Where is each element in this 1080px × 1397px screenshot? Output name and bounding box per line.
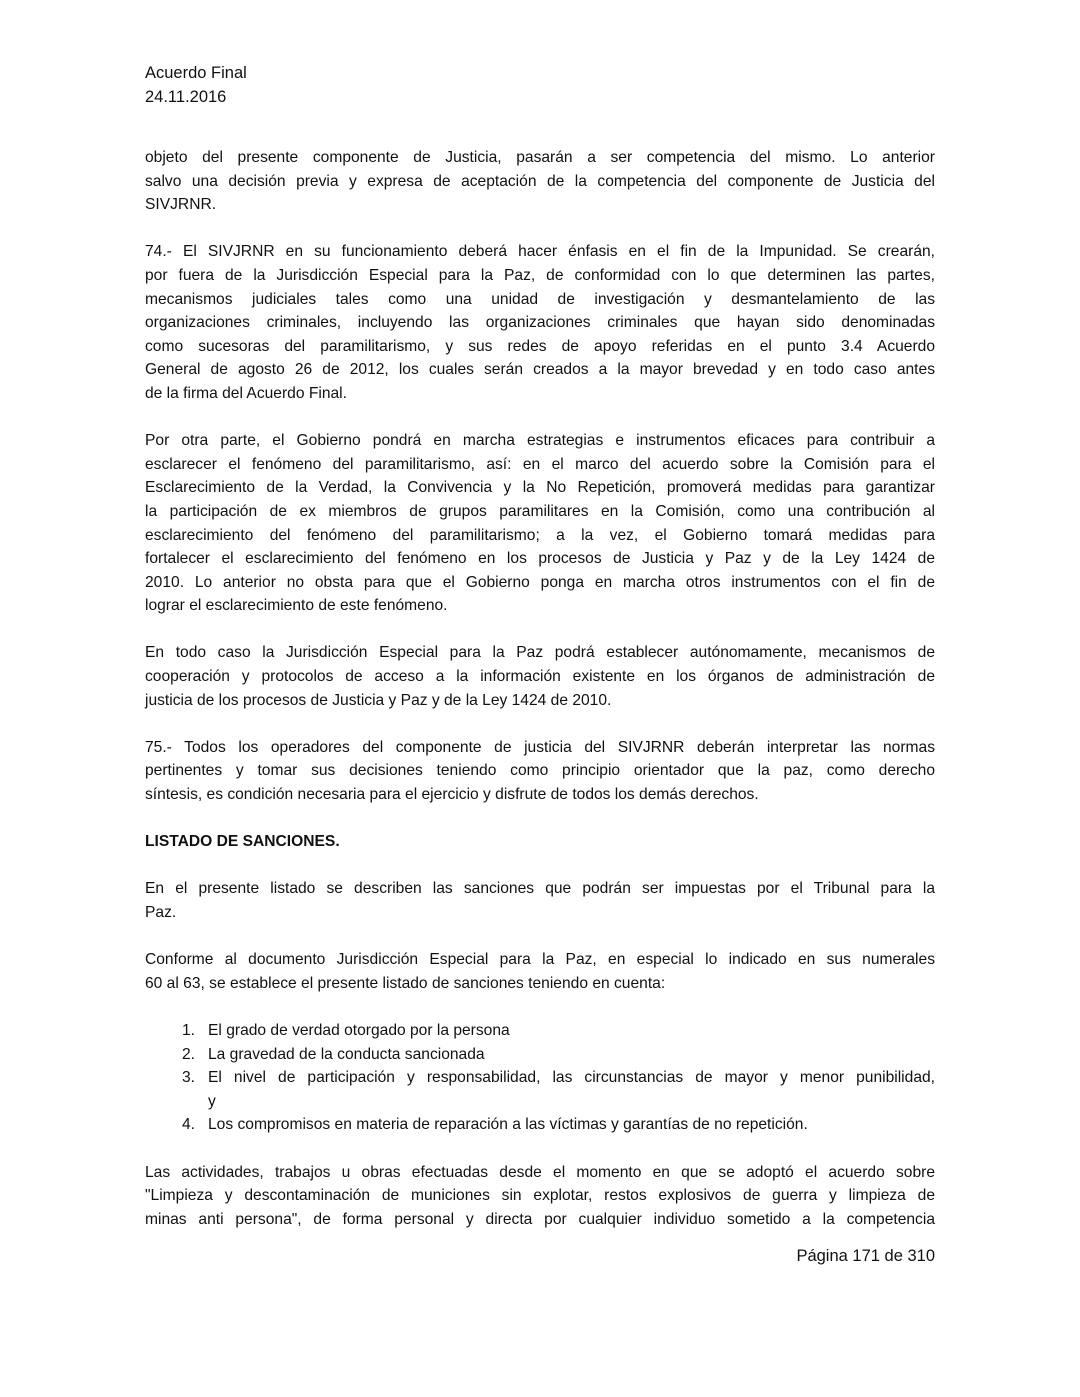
text-line: lograr el esclarecimiento de este fenómeno.	[145, 597, 448, 615]
text-line: de la firma del Acuerdo Final.	[145, 384, 347, 402]
document-title: Acuerdo Final	[145, 64, 247, 82]
text-line: En el presente listado se describen las sanciones que podrán ser impuestas por el Tribunal para la	[145, 880, 935, 898]
text-line: General de agosto 26 de 2012, los cuales serán creados a la mayor brevedad y en todo caso antes	[145, 361, 935, 379]
paragraph	[145, 877, 935, 924]
text-line: En todo caso la Jurisdicción Especial para la Paz podrá establecer autónomamente, mecanismos de	[145, 644, 935, 662]
text-line: Esclarecimiento de la Verdad, la Convivencia y la No Repetición, promoverá medidas para garantizar	[145, 479, 935, 497]
list-number: 4.	[182, 1116, 196, 1134]
text-line: esclarecimiento del fenómeno del paramilitarismo; a la vez, el Gobierno tomará medidas para	[145, 526, 935, 544]
text-line: "Limpieza y descontaminación de municiones sin explotar, restos explosivos de guerra y limpieza de	[145, 1187, 935, 1205]
list-item	[145, 1113, 935, 1137]
text-line: la participación de ex miembros de grupos paramilitares en la Comisión, como una contribución al	[145, 502, 935, 520]
paragraph	[145, 736, 935, 807]
list-item	[145, 1066, 935, 1113]
text-line: objeto del presente componente de Justicia, pasarán a ser competencia del mismo. Lo anterior	[145, 149, 935, 166]
text-line: Paz.	[145, 904, 177, 921]
section-heading: LISTADO DE SANCIONES.	[145, 833, 340, 851]
list-item-text: El grado de verdad otorgado por la persona	[208, 1021, 510, 1039]
text-line: esclarecer el fenómeno del paramilitarismo, así: en el marco del acuerdo sobre la Comisión para el	[145, 455, 935, 473]
text-line: mecanismos judiciales tales como una unidad de investigación y desmantelamiento de las	[145, 290, 935, 308]
list-item	[145, 1043, 935, 1067]
text-line: síntesis, es condición necesaria para el ejercicio y disfrute de todos los demás derechos.	[145, 786, 759, 804]
text-line: Conforme al documento Jurisdicción Especial para la Paz, en especial lo indicado en sus numerales	[145, 951, 935, 969]
text-line: 2010. Lo anterior no obsta para que el Gobierno ponga en marcha otros instrumentos con el fin de	[145, 573, 935, 591]
text-line: 74.- El SIVJRNR en su funcionamiento deberá hacer énfasis en el fin de la Impunidad. Se crearán,	[145, 243, 935, 261]
list-number: 3.	[182, 1069, 196, 1087]
text-line: Por otra parte, el Gobierno pondrá en marcha estrategias e instrumentos eficaces para contribuir a	[145, 432, 935, 450]
text-line: organizaciones criminales, incluyendo las organizaciones criminales que hayan sido denominadas	[145, 314, 935, 332]
page-number: Página 171 de 310	[796, 1247, 935, 1265]
text-line: por fuera de la Jurisdicción Especial para la Paz, de conformidad con lo que determinen las partes,	[145, 266, 935, 284]
text-line: 75.- Todos los operadores del componente de justicia del SIVJRNR deberán interpretar las normas	[145, 738, 935, 756]
paragraph	[145, 641, 935, 712]
paragraph	[145, 948, 935, 995]
list-item-text: Los compromisos en materia de reparación a las víctimas y garantías de no repetición.	[208, 1116, 808, 1134]
text-line: 60 al 63, se establece el presente listado de sanciones teniendo en cuenta:	[145, 974, 666, 992]
list-number: 1.	[182, 1021, 196, 1039]
text-line: salvo una decisión previa y expresa de aceptación de la competencia del componente de Justicia del	[145, 172, 935, 190]
paragraph	[145, 146, 935, 217]
paragraph	[145, 240, 935, 405]
criteria-list	[145, 1019, 935, 1137]
list-number: 2.	[182, 1045, 196, 1063]
text-line: SIVJRNR.	[145, 196, 217, 214]
list-item	[145, 1019, 935, 1043]
text-line: cooperación y protocolos de acceso a la información existente en los órganos de administración de	[145, 668, 935, 686]
paragraph	[145, 429, 935, 618]
list-item-text: La gravedad de la conducta sancionada	[208, 1045, 485, 1063]
text-line: pertinentes y tomar sus decisiones teniendo como principio orientador que la paz, como derecho	[145, 762, 935, 780]
page-body	[145, 146, 935, 1255]
document-date: 24.11.2016	[145, 88, 227, 106]
paragraph	[145, 1161, 935, 1232]
text-line: como sucesoras del paramilitarismo, y sus redes de apoyo referidas en el punto 3.4 Acuerdo	[145, 337, 935, 355]
text-line: minas anti persona", de forma personal y directa por cualquier individuo sometido a la competencia	[145, 1210, 935, 1228]
list-item-text: El nivel de participación y responsabilidad, las circunstancias de mayor y menor punibilidad,	[208, 1069, 935, 1087]
list-item-text: y	[208, 1092, 216, 1110]
text-line: fortalecer el esclarecimiento del fenómeno en los procesos de Justicia y Paz y de la Ley 1424 de	[145, 550, 935, 568]
text-line: justicia de los procesos de Justicia y Paz y de la Ley 1424 de 2010.	[145, 691, 612, 709]
text-line: Las actividades, trabajos u obras efectuadas desde el momento en que se adoptó el acuerdo sobre	[145, 1163, 935, 1181]
